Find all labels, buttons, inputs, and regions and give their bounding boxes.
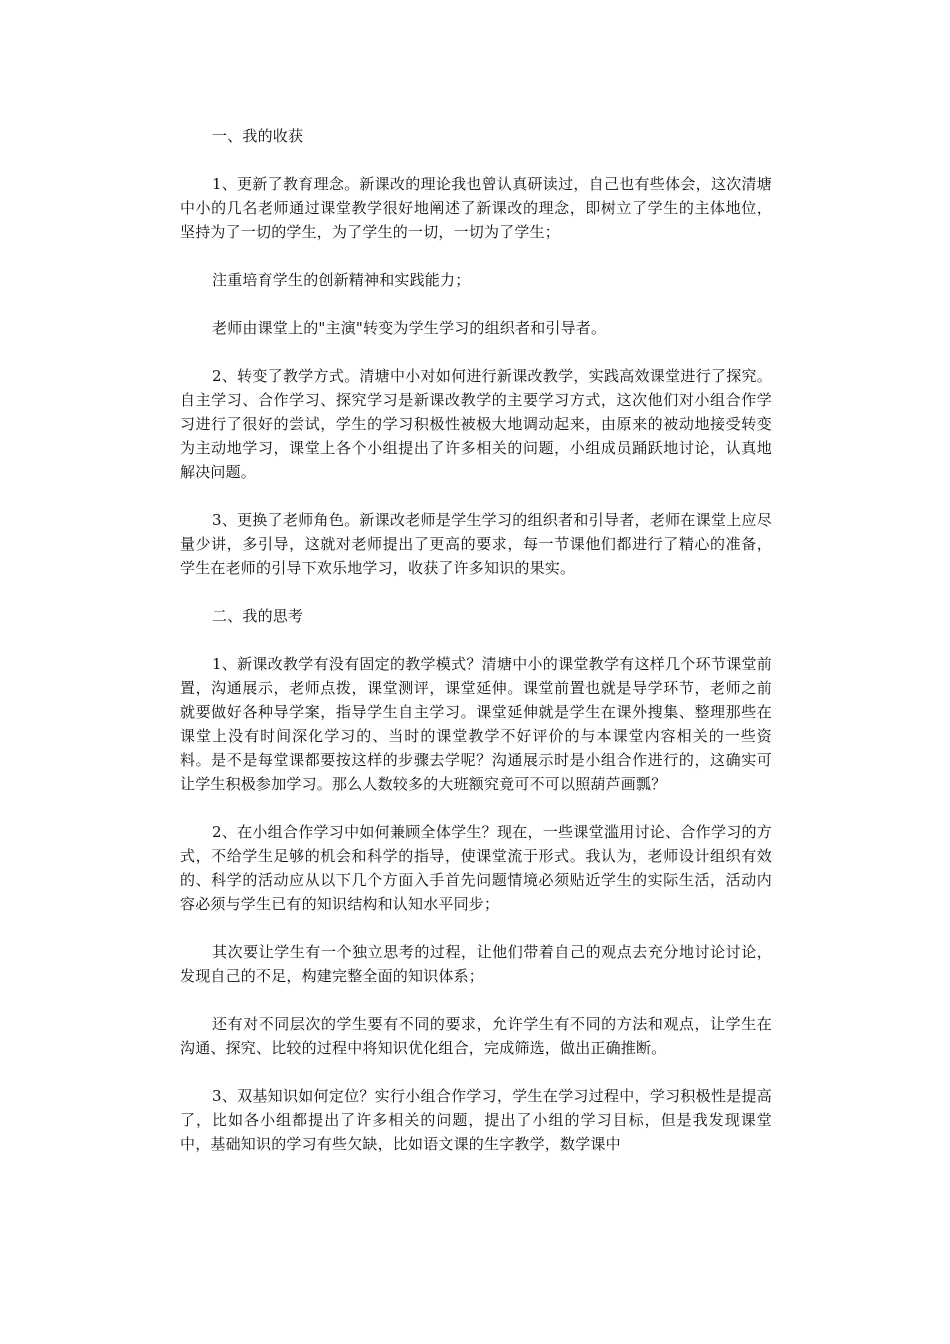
heading-my-gains: 一、我的收获 (212, 127, 304, 145)
paragraph-thought-2-cont-b: 还有对不同层次的学生要有不同的要求，允许学生有不同的方法和观点，让学生在沟通、探究、比较的过程中将知识优化组合，完成筛选，做出正确推断。 (180, 1015, 772, 1057)
paragraph-thought-3: 3、双基知识如何定位？实行小组合作学习，学生在学习过程中，学习积极性是提高了，比如各小组都提出了许多相关的问题，提出了小组的学习目标，但是我发现课堂中，基础知识的学习有些欠缺，比如语文课的生字教学，数学课中 (180, 1087, 772, 1153)
paragraph-thought-2: 2、在小组合作学习中如何兼顾全体学生？现在，一些课堂滥用讨论、合作学习的方式，不给学生足够的机会和科学的指导，使课堂流于形式。我认为，老师设计组织有效的、科学的活动应从以下几个方面入手首先问题情境必须贴近学生的实际生活，活动内容必须与学生已有的知识结构和认知水平同步； (180, 823, 772, 913)
paragraph-gain-2: 2、转变了教学方式。清塘中小对如何进行新课改教学，实践高效课堂进行了探究。自主学习、合作学习、探究学习是新课改教学的主要学习方式，这次他们对小组合作学习进行了很好的尝试，学生的学习积极性被极大地调动起来，由原来的被动地接受转变为主动地学习，课堂上各个小组提出了许多相关的问题，小组成员踊跃地讨论，认真地解决问题。 (180, 367, 772, 481)
paragraph-gain-1-cont-a: 注重培育学生的创新精神和实践能力； (212, 271, 471, 289)
paragraph-thought-2-cont-a: 其次要让学生有一个独立思考的过程，让他们带着自己的观点去充分地讨论讨论，发现自己的不足，构建完整全面的知识体系； (180, 943, 772, 985)
heading-my-thoughts: 二、我的思考 (212, 607, 304, 625)
paragraph-gain-1: 1、更新了教育理念。新课改的理论我也曾认真研读过，自己也有些体会，这次清塘中小的几名老师通过课堂教学很好地阐述了新课改的理念，即树立了学生的主体地位，坚持为了一切的学生，为了学生的一切，一切为了学生； (180, 175, 772, 241)
paragraph-thought-1: 1、新课改教学有没有固定的教学模式？清塘中小的课堂教学有这样几个环节课堂前置，沟通展示，老师点拨，课堂测评，课堂延伸。课堂前置也就是导学环节，老师之前就要做好各种导学案，指导学生自主学习。课堂延伸就是学生在课外搜集、整理那些在课堂上没有时间深化学习的、当时的课堂教学不好评价的与本课堂内容相关的一些资料。是不是每堂课都要按这样的步骤去学呢？沟通展示时是小组合作进行的，这确实可让学生积极参加学习。那么人数较多的大班额究竟可不可以照葫芦画瓢？ (180, 655, 772, 793)
paragraph-gain-3: 3、更换了老师角色。新课改老师是学生学习的组织者和引导者，老师在课堂上应尽量少讲，多引导，这就对老师提出了更高的要求，每一节课他们都进行了精心的准备，学生在老师的引导下欢乐地学习，收获了许多知识的果实。 (180, 511, 772, 577)
paragraph-gain-1-cont-b: 老师由课堂上的"主演"转变为学生学习的组织者和引导者。 (212, 319, 607, 337)
document-body (180, 124, 772, 1156)
